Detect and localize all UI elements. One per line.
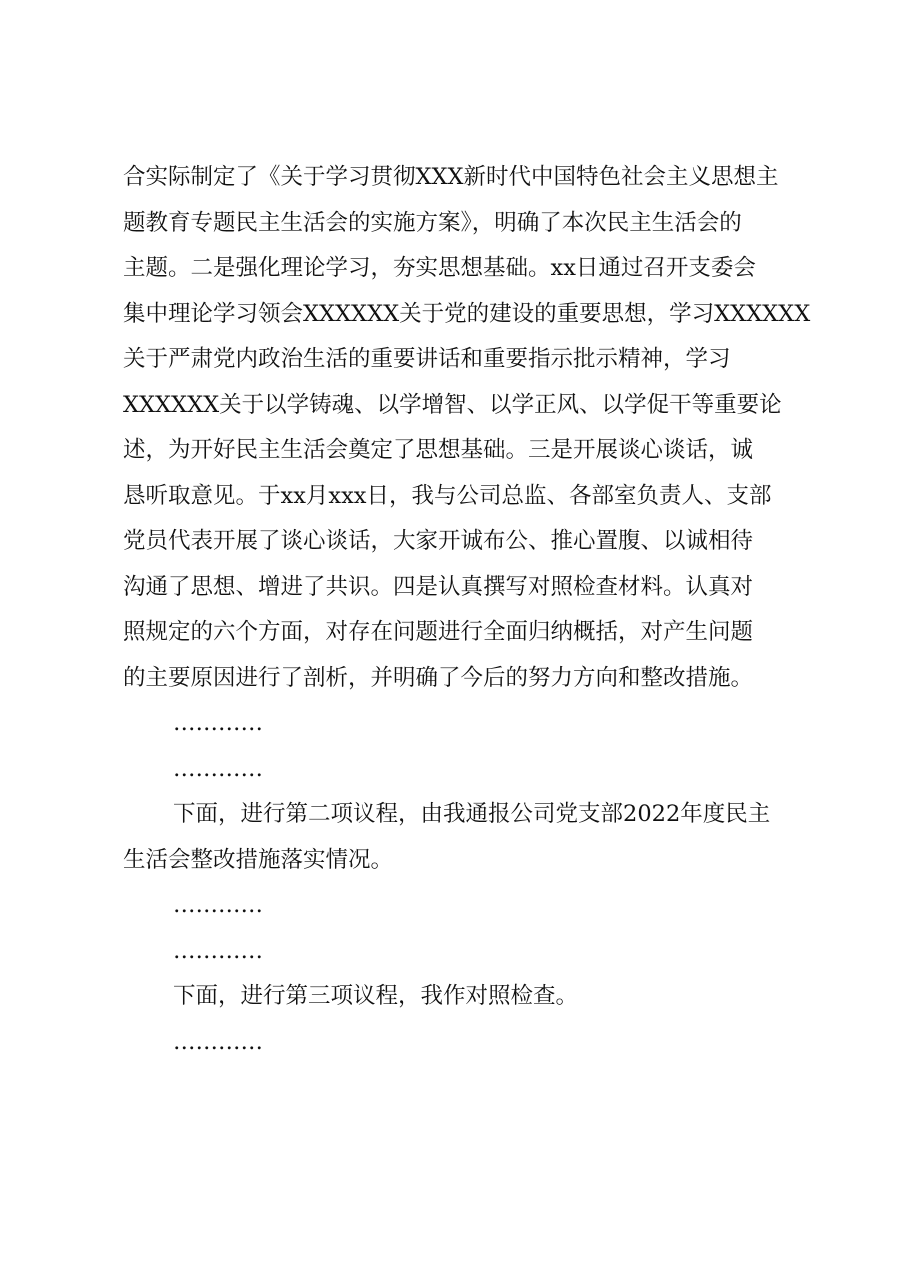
body-line: 照规定的六个方面，对存在问题进行全面归纳概括，对产生问题 — [123, 619, 754, 645]
agenda-item-2-line-2: 生活会整改措施落实情况。 — [123, 846, 394, 873]
agenda-item-2-line-1: 下面，进行第二项议程，由我通报公司党支部2022年度民主 — [173, 801, 771, 827]
agenda-item-3: 下面，进行第三项议程，我作对照检查。 — [173, 983, 579, 1009]
body-line: 述，为开好民主生活会奠定了思想基础。三是开展谈心谈话，诚 — [123, 437, 754, 463]
document-body — [123, 155, 823, 1065]
body-line: XXXXXX关于以学铸魂、以学增智、以学正风、以学促干等重要论 — [123, 391, 782, 418]
ellipsis-line: ………… — [173, 1028, 263, 1055]
body-line: 关于严肃党内政治生活的重要讲话和重要指示批示精神，学习 — [123, 346, 731, 372]
body-line: 党员代表开展了谈心谈话，大家开诚布公、推心置腹、以诚相待 — [123, 528, 754, 554]
body-line: 合实际制定了《关于学习贯彻XXX新时代中国特色社会主义思想主 — [123, 164, 779, 190]
ellipsis-line: ………… — [173, 755, 263, 782]
ellipsis-line: ………… — [173, 710, 263, 736]
body-line: 沟通了思想、增进了共识。四是认真撰写对照检查材料。认真对 — [123, 573, 754, 600]
body-line: 主题。二是强化理论学习，夯实思想基础。xx日通过召开支委会 — [123, 255, 756, 281]
body-line: 题教育专题民主生活会的实施方案》，明确了本次民主生活会的 — [123, 209, 742, 236]
ellipsis-line: ………… — [173, 892, 263, 918]
body-line: 恳听取意见。于xx月xxx日，我与公司总监、各部室负责人、支部 — [123, 482, 772, 509]
body-line: 的主要原因进行了剖析，并明确了今后的努力方向和整改措施。 — [123, 664, 754, 691]
ellipsis-line: ………… — [173, 937, 263, 964]
body-line: 集中理论学习领会XXXXXX关于党的建设的重要思想，学习XXXXXX — [123, 300, 811, 327]
